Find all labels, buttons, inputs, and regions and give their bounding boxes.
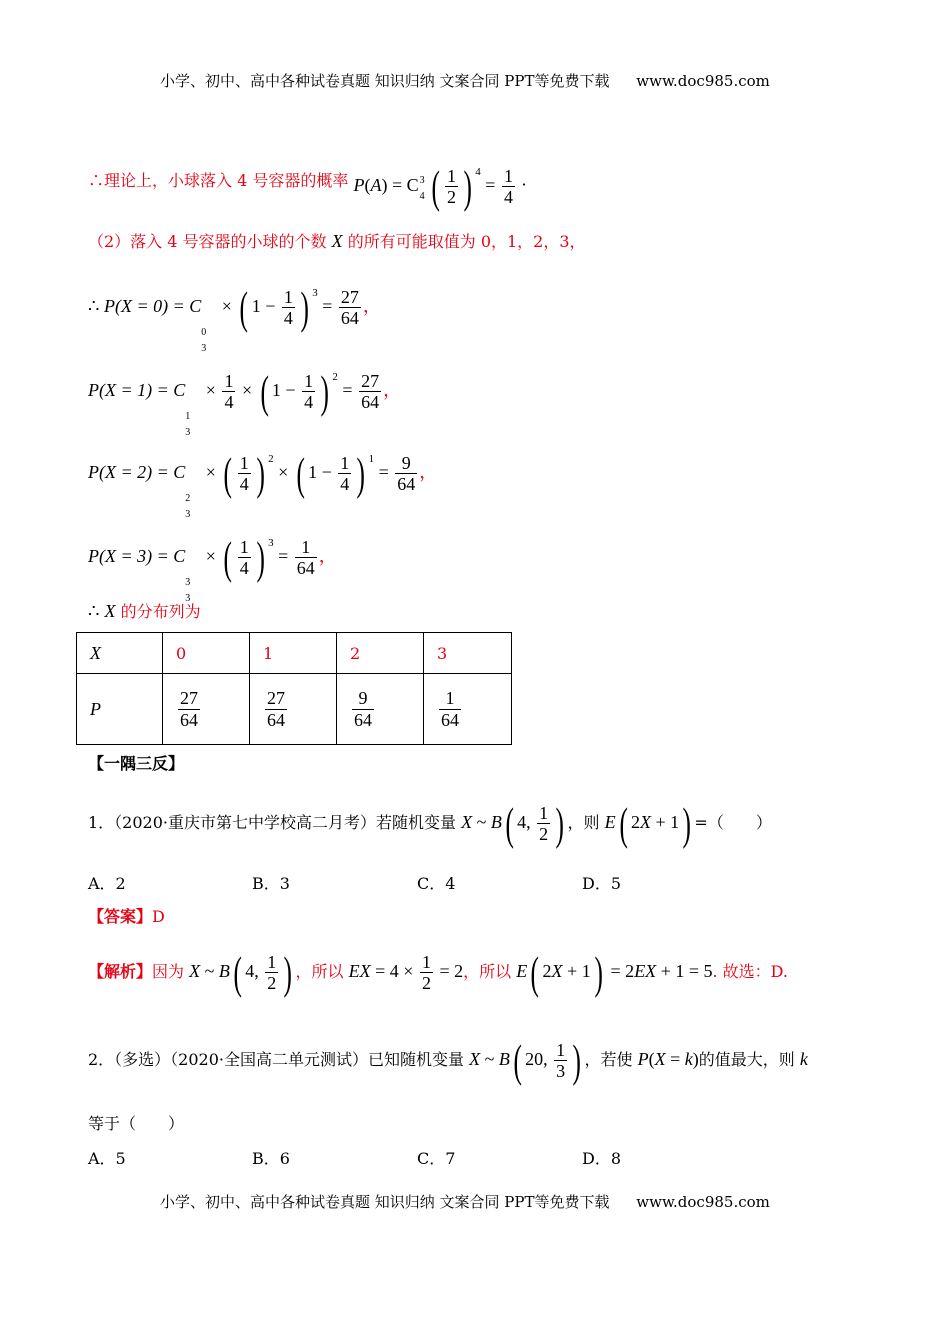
q1-option-c: C．4 xyxy=(417,874,456,893)
page-header xyxy=(160,70,770,91)
dist-var: X xyxy=(104,601,116,621)
distribution-title xyxy=(88,599,201,622)
line-probability-a xyxy=(88,152,527,212)
table-header-x: X xyxy=(90,642,101,663)
table-cell: 0 xyxy=(163,633,250,674)
table-num: 27 xyxy=(267,687,285,708)
eq1-comma: ， xyxy=(383,380,402,400)
line2-var: X xyxy=(331,231,343,251)
analysis-result: E( 2X + 1) = 2EX + 1 = 5 xyxy=(516,946,713,998)
eq2-lhs: P(X = 2) = C xyxy=(88,462,186,482)
therefore-symbol: ∴ xyxy=(88,296,100,316)
eq0-comma: ， xyxy=(362,296,381,316)
table-row xyxy=(77,674,512,745)
question-2 xyxy=(88,1034,808,1084)
q1-option-d: D．5 xyxy=(582,874,622,893)
table-den: 64 xyxy=(441,709,459,730)
eq3-den: 64 xyxy=(296,558,315,579)
header-text: 小学、初中、高中各种试卷真题 知识归纳 文案合同 PPT等免费下载 xyxy=(160,72,610,90)
q2-option-b: B．6 xyxy=(252,1149,290,1168)
equation-x0: ∴ P(X = 0) = C 0 3 × ( 1 − $\frac{1}{4}$ ) $^3$ = $\frac{27}{64}$ ， xyxy=(88,281,381,354)
table-cell xyxy=(250,674,337,745)
analysis-part-c: ，所以 xyxy=(463,962,512,981)
line2-rest: 的所有可能取值为 0，1，2，3， xyxy=(347,232,586,251)
equation-x1: P(X = 1) = C 1 3 × $\frac{1}{4}$ × ( 1 − $\frac{1}{4}$ ) $^2$ = $\frac{27}{64}$ ， xyxy=(88,365,402,438)
q2-option-a: A．5 xyxy=(88,1149,126,1168)
table-den: 64 xyxy=(180,709,198,730)
table-cell: 3 xyxy=(424,633,512,674)
table-den: 64 xyxy=(267,709,285,730)
eq3-num: 1 xyxy=(301,536,311,557)
line1-end: . xyxy=(521,170,527,190)
eq1-lhs: P(X = 1) = C xyxy=(88,380,186,400)
table-cell xyxy=(77,674,163,745)
eq3-comma: ， xyxy=(318,546,337,566)
equation-x2: P(X = 2) = C 2 3 × ( $\frac{1}{4}$ ) $^2$ × ( 1 − $\frac{1}{4}$ ) $^1$ = $\frac{9}{64}$ ， xyxy=(88,447,438,520)
line2-text: （2）落入 4 号容器的小球的个数 xyxy=(88,232,327,251)
dist-therefore: ∴ xyxy=(88,601,100,621)
analysis-label: 【解析】 xyxy=(88,962,153,981)
analysis-part-d: . 故选：D. xyxy=(712,962,789,981)
equation-x3: P(X = 3) = C 3 3 × ( $\frac{1}{4}$ ) $^3$ = $\frac{1}{64}$ ， xyxy=(88,531,337,604)
table-den: 64 xyxy=(354,709,372,730)
table-cell: 2 xyxy=(337,633,424,674)
line-possible-values xyxy=(88,229,586,252)
table-row-label: P xyxy=(90,698,101,719)
table-cell xyxy=(424,674,512,745)
page-footer xyxy=(160,1191,770,1212)
q1-tail: =（ ） xyxy=(694,813,772,832)
q2-tail: 的值最大，则 xyxy=(698,1050,795,1069)
eq0-num: 27 xyxy=(340,286,359,307)
q2-stem: 2．（多选）（2020·全国高二单元测试）已知随机变量 xyxy=(88,1050,464,1069)
table-cell xyxy=(337,674,424,745)
q2-prob: P(X = k) xyxy=(637,1049,699,1069)
eq0-lhs: P(X = 0) = C xyxy=(103,296,202,316)
section-heading: 【一隅三反】 xyxy=(88,754,185,773)
q2-option-d: D．8 xyxy=(582,1149,622,1168)
eq2-num: 9 xyxy=(401,452,411,473)
eq1-den: 64 xyxy=(361,392,380,413)
eq3-lhs: P(X = 3) = C xyxy=(88,546,186,566)
distribution-table xyxy=(76,632,512,745)
q1-option-a: A．2 xyxy=(88,874,126,893)
answer-value: D xyxy=(152,907,165,926)
q1-option-b: B．3 xyxy=(252,874,290,893)
table-num: 27 xyxy=(180,687,198,708)
table-header-row xyxy=(77,633,512,674)
table-cell: 1 xyxy=(250,633,337,674)
table-num: 9 xyxy=(358,687,368,708)
q1-answer xyxy=(88,904,165,927)
q2-k: k xyxy=(799,1049,808,1069)
line1-text: ∴理论上，小球落入 4 号容器的概率 xyxy=(88,170,349,190)
analysis-dist: X ~ B( 4, $\frac{1}{2}$ ) xyxy=(189,946,293,998)
analysis-part-b: ，所以 xyxy=(295,962,344,981)
answer-label: 【答案】 xyxy=(88,907,153,926)
question-1 xyxy=(88,797,772,847)
eq1-num: 27 xyxy=(361,370,380,391)
q2-formula: X ~ B( 20, $\frac{1}{3}$ ) xyxy=(469,1034,582,1086)
q2-mid: ，若使 xyxy=(584,1050,633,1069)
header-url: www.doc985.com xyxy=(636,72,770,90)
analysis-ex: EX = 4 × $\frac{1}{2}$ = 2 xyxy=(348,951,464,994)
table-cell xyxy=(77,633,163,674)
q1-stem: 1．（2020·重庆市第七中学校高二月考）若随机变量 xyxy=(88,813,456,832)
table-cell xyxy=(163,674,250,745)
footer-text: 小学、初中、高中各种试卷真题 知识归纳 文案合同 PPT等免费下载 xyxy=(160,1193,610,1211)
formula-pa: P(A) = C 3 4 ( $\frac{1}{2}$ ) $^4$ = $\frac{1}{4}$ xyxy=(353,160,513,212)
footer-url: www.doc985.com xyxy=(636,1193,770,1211)
table-num: 1 xyxy=(445,687,455,708)
analysis-part-a: 因为 xyxy=(152,962,185,981)
eq2-comma: ， xyxy=(419,462,438,482)
eq2-den: 64 xyxy=(397,474,416,495)
q1-formula: X ~ B( 4, $\frac{1}{2}$ ) xyxy=(461,797,565,849)
q2-option-c: C．7 xyxy=(417,1149,456,1168)
q2-line2: 等于（ ） xyxy=(88,1114,185,1133)
q1-mid: ，则 xyxy=(567,813,600,832)
q1-expectation: E( 2X + 1) xyxy=(604,797,691,849)
q1-analysis xyxy=(88,946,788,996)
eq0-den: 64 xyxy=(340,308,359,329)
dist-text: 的分布列为 xyxy=(120,602,201,621)
